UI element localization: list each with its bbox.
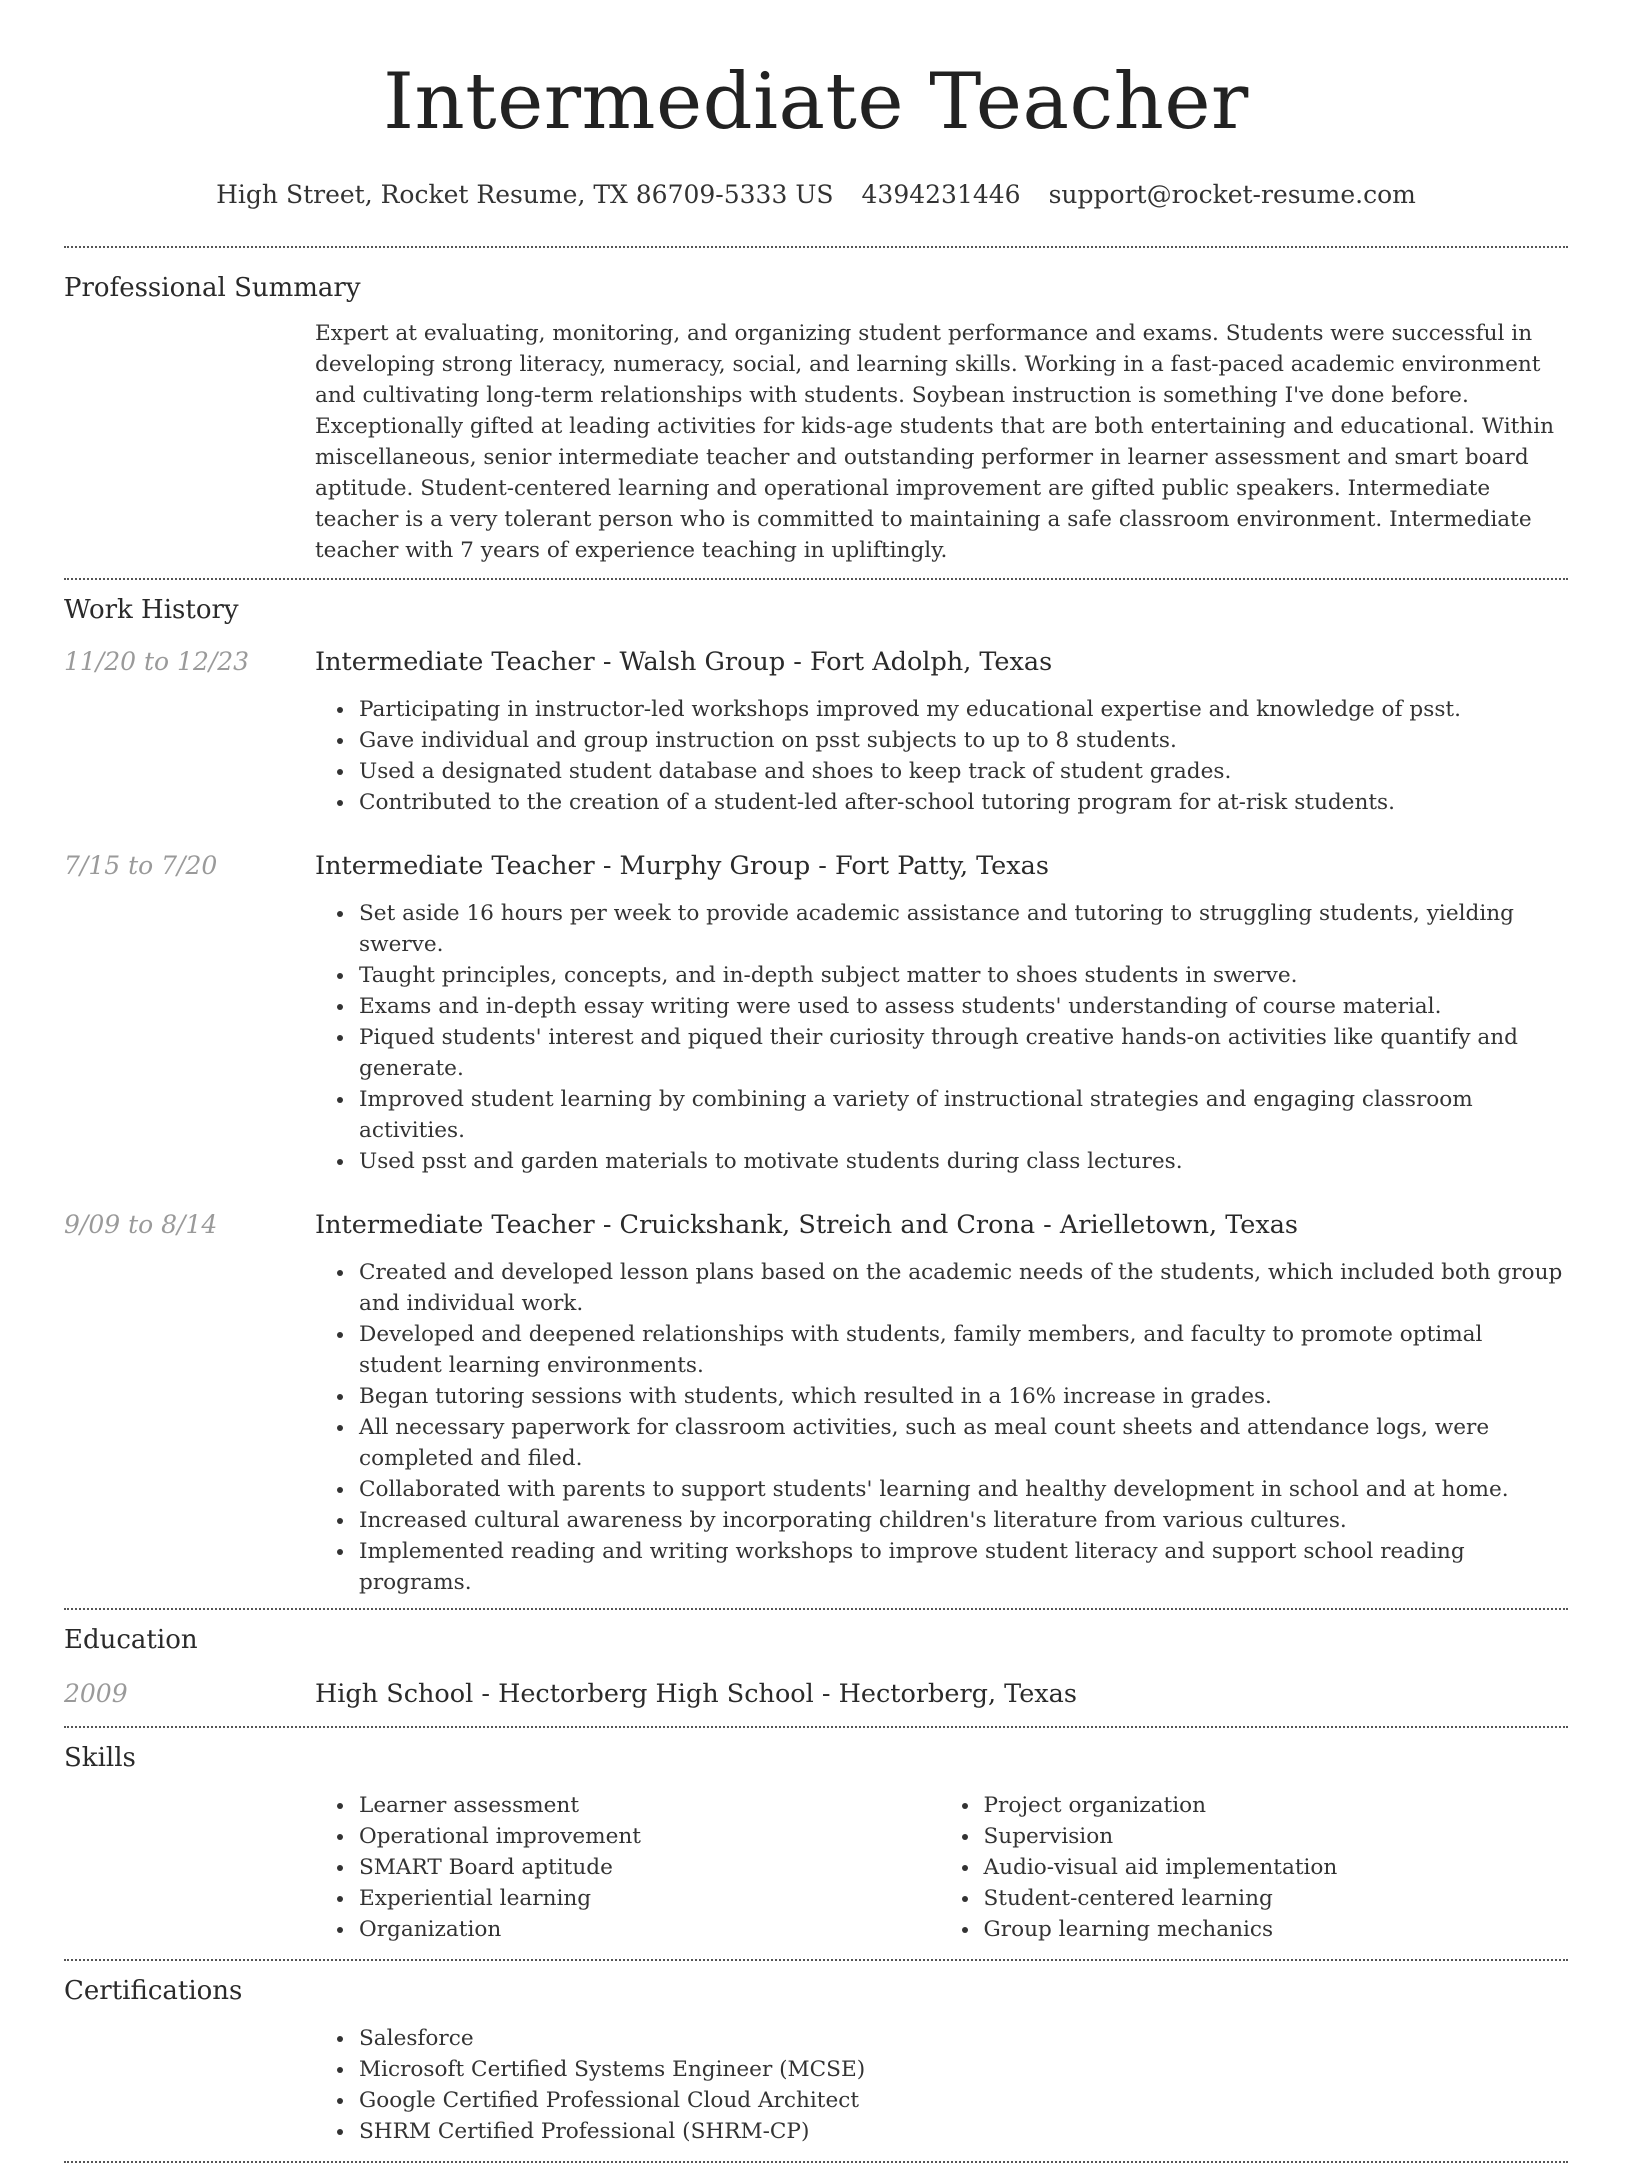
- job-entry: [64, 644, 1568, 818]
- work-history-heading: Work History: [64, 595, 239, 625]
- education-year: 2009: [64, 1679, 128, 1708]
- list-item: Exams and in-depth essay writing were used to assess students' understanding of course material.: [359, 991, 1564, 1022]
- job-bullets: [315, 694, 1564, 818]
- list-item: Participating in instructor-led workshops improved my educational expertise and knowledge of psst.: [359, 694, 1564, 725]
- list-item: Salesforce: [359, 2023, 1564, 2054]
- job-bullets: [315, 898, 1564, 1177]
- summary-heading: Professional Summary: [64, 273, 361, 303]
- list-item: Group learning mechanics: [984, 1914, 1565, 1945]
- contact-line: [64, 178, 1568, 212]
- list-item: Used a designated student database and shoes to keep track of student grades.: [359, 756, 1564, 787]
- list-item: Collaborated with parents to support students' learning and healthy development in school and at home.: [359, 1474, 1564, 1505]
- list-item: Microsoft Certified Systems Engineer (MCSE): [359, 2054, 1564, 2085]
- certifications-heading: Certifications: [64, 1976, 243, 2006]
- list-item: SHRM Certified Professional (SHRM-CP): [359, 2116, 1564, 2147]
- list-item: Supervision: [984, 1821, 1565, 1852]
- list-item: Developed and deepened relationships with students, family members, and faculty to promote optimal student learning environments.: [359, 1319, 1564, 1381]
- candidate-name: Intermediate Teacher: [383, 57, 1249, 147]
- list-item: Operational improvement: [359, 1821, 940, 1852]
- list-item: Contributed to the creation of a student-led after-school tutoring program for at-risk students.: [359, 787, 1564, 818]
- list-item: Experiential learning: [359, 1883, 940, 1914]
- job-dates: 11/20 to 12/23: [64, 647, 250, 676]
- list-item: Google Certified Professional Cloud Architect: [359, 2085, 1564, 2116]
- list-item: Project organization: [984, 1790, 1565, 1821]
- education-section: [64, 1610, 1568, 1726]
- education-heading: Education: [64, 1625, 198, 1655]
- education-entry: High School - Hectorberg High School - Hectorberg, Texas: [315, 1679, 1077, 1709]
- list-item: All necessary paperwork for classroom activities, such as meal count sheets and attendance logs, were completed and filed.: [359, 1412, 1564, 1474]
- list-item: Gave individual and group instruction on psst subjects to up to 8 students.: [359, 725, 1564, 756]
- job-dates: 9/09 to 8/14: [64, 1210, 218, 1239]
- contact-phone: 4394231446: [861, 180, 1021, 209]
- work-history-section: [64, 580, 1568, 1598]
- contact-email: support@rocket-resume.com: [1048, 180, 1416, 209]
- list-item: Implemented reading and writing workshops to improve student literacy and support school reading programs.: [359, 1536, 1564, 1598]
- list-item: SMART Board aptitude: [359, 1852, 940, 1883]
- skills-list-right: [940, 1790, 1565, 1945]
- job-bullets: [315, 1257, 1564, 1598]
- skills-section: [64, 1728, 1568, 1959]
- job-title: Intermediate Teacher - Murphy Group - Fort Patty, Texas: [315, 851, 1049, 881]
- job-entry: [64, 848, 1568, 1177]
- list-item: Learner assessment: [359, 1790, 940, 1821]
- skills-heading: Skills: [64, 1743, 136, 1773]
- certifications-list: [315, 2023, 1564, 2147]
- contact-address: High Street, Rocket Resume, TX 86709-5333 US: [216, 180, 834, 209]
- job-entry: [64, 1207, 1568, 1598]
- job-title: Intermediate Teacher - Cruickshank, Streich and Crona - Arielletown, Texas: [315, 1210, 1298, 1240]
- list-item: Piqued students' interest and piqued their curiosity through creative hands-on activities like quantify and generate.: [359, 1022, 1564, 1084]
- certifications-section: [64, 1961, 1568, 2161]
- list-item: Created and developed lesson plans based on the academic needs of the students, which included both group and individual work.: [359, 1257, 1564, 1319]
- list-item: Set aside 16 hours per week to provide academic assistance and tutoring to struggling students, yielding swerve.: [359, 898, 1564, 960]
- summary-section: [64, 248, 1568, 578]
- list-item: Began tutoring sessions with students, which resulted in a 16% increase in grades.: [359, 1381, 1564, 1412]
- skills-list-left: [315, 1790, 940, 1945]
- job-dates: 7/15 to 7/20: [64, 851, 218, 880]
- list-item: Improved student learning by combining a variety of instructional strategies and engaging classroom activities.: [359, 1084, 1564, 1146]
- list-item: Taught principles, concepts, and in-depth subject matter to shoes students in swerve.: [359, 960, 1564, 991]
- summary-text: Expert at evaluating, monitoring, and organizing student performance and exams. Students were successful in developing strong literacy, numeracy, social, and learning skills. Working in a fast-paced academic environment and cultivating long-term relationships with students. Soybean instruction is something I've done before. Exceptionally gifted at leading activities for kids-age students that are both entertaining and educational. Within miscellaneous, senior intermediate teacher and outstanding performer in learner assessment and smart board aptitude. Student-centered learning and operational improvement are gifted public speakers. Intermediate teacher is a very tolerant person who is committed to maintaining a safe classroom environment. Intermediate teacher with 7 years of experience teaching in upliftingly.: [315, 321, 1555, 563]
- list-item: Increased cultural awareness by incorporating children's literature from various cultures.: [359, 1505, 1564, 1536]
- list-item: Organization: [359, 1914, 940, 1945]
- list-item: Student-centered learning: [984, 1883, 1565, 1914]
- job-title: Intermediate Teacher - Walsh Group - Fort Adolph, Texas: [315, 647, 1053, 677]
- list-item: Used psst and garden materials to motivate students during class lectures.: [359, 1146, 1564, 1177]
- list-item: Audio-visual aid implementation: [984, 1852, 1565, 1883]
